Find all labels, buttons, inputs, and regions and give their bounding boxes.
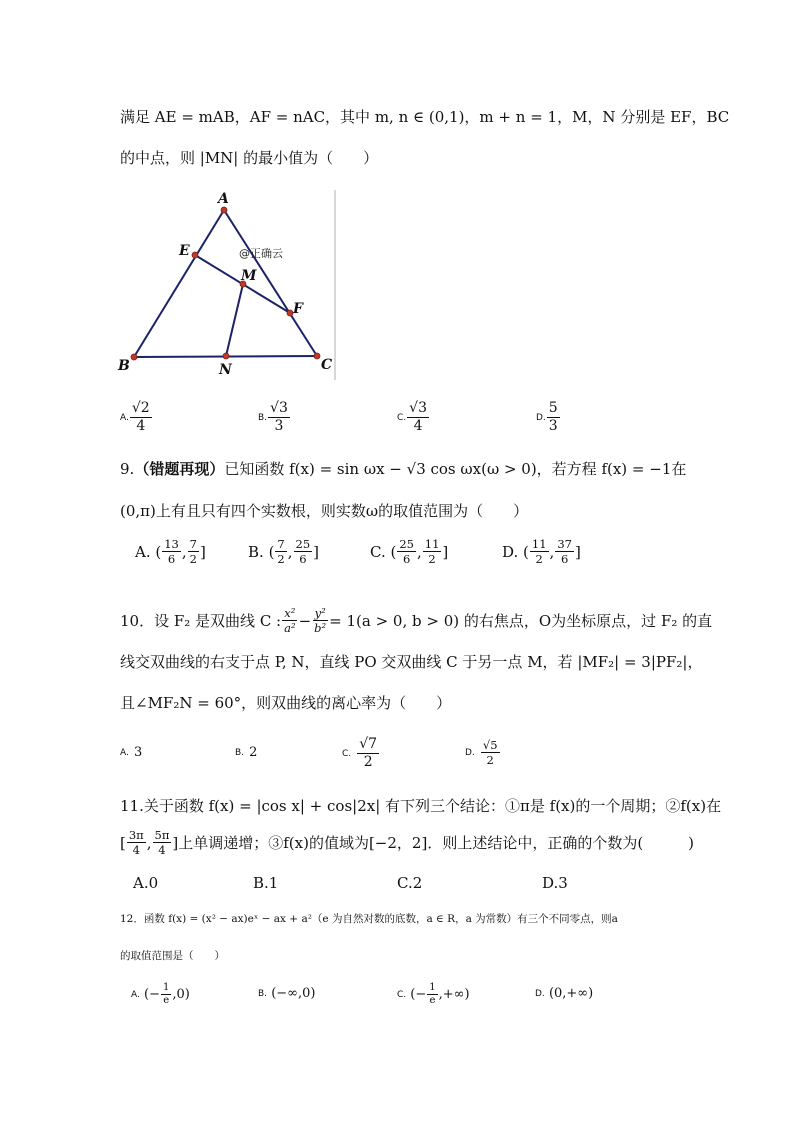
q9-option-d[interactable]: D. ( $\frac{11}{2}$ , $\frac{37}{6}$ ] <box>502 537 581 566</box>
q12-line1: 12．函数 f(x) = (x² − ax)eˣ − ax + a²（e 为自然对数的底数，a ∈ R，a 为常数）有三个不同零点，则a <box>120 913 618 925</box>
option-label: C. <box>397 989 407 1000</box>
option-label: D. <box>465 747 475 758</box>
option-label: A. <box>135 542 151 561</box>
triangle-figure <box>110 185 340 385</box>
label-e: E <box>179 243 190 259</box>
figure-border <box>334 190 336 380</box>
side-ab <box>134 210 224 357</box>
option-fraction: $\frac{25}{6}$ <box>295 537 311 566</box>
option-fraction: $\frac{11}{2}$ <box>424 537 440 566</box>
option-pre: (− <box>144 986 160 1002</box>
q9-option-c[interactable]: C. ( $\frac{25}{6}$ , $\frac{11}{2}$ ] <box>370 537 449 566</box>
label-a: A <box>218 191 229 207</box>
point-b <box>131 354 137 360</box>
q10-option-d[interactable] <box>465 738 501 767</box>
option-label: C. <box>397 412 407 423</box>
hyperbola-term-y: $\frac{\text{y²}}{\text{b²}}$ <box>314 606 327 635</box>
option-fraction: $\frac{√3}{3}$ <box>270 400 288 434</box>
side-ac <box>224 210 317 356</box>
q9-line1 <box>120 458 686 480</box>
option-fraction: $\frac{7}{2}$ <box>189 537 197 566</box>
q9-tag: （错题再现） <box>134 460 225 478</box>
point-n <box>223 353 229 359</box>
option-label: C. <box>342 748 352 759</box>
q10-line1: 10．设 F₂ 是双曲线 C : $\frac{\text{x²}}{\text{a²}}$ − $\frac{\text{y²}}{\text{b²}}$ = 1(a > 0, b > 0) 的右焦点，O为坐标原点，过 F₂ 的直 <box>120 606 713 635</box>
q9-option-a[interactable]: A. ( $\frac{13}{6}$ , $\frac{7}{2}$ ] <box>135 537 206 566</box>
q10-option-c[interactable] <box>342 736 380 771</box>
point-e <box>192 252 198 258</box>
point-a <box>221 207 227 213</box>
q11-option-c[interactable]: C.2 <box>397 874 423 892</box>
option-fraction: $\frac{1}{e}$ <box>429 982 436 1006</box>
label-n: N <box>219 362 232 378</box>
q10-line1-rest: = 1(a > 0, b > 0) 的右焦点，O为坐标原点，过 F₂ 的直 <box>329 611 713 630</box>
option-fraction: $\frac{11}{2}$ <box>531 537 547 566</box>
point-c <box>314 353 320 359</box>
option-value: (−∞,0) <box>271 986 316 1001</box>
option-fraction: $\frac{√2}{4}$ <box>131 400 150 434</box>
q9-option-b[interactable]: B. ( $\frac{7}{2}$ , $\frac{25}{6}$ ] <box>248 537 320 566</box>
option-post: ,0) <box>172 986 190 1002</box>
option-fraction: $\frac{√5}{2}$ <box>482 738 498 767</box>
option-fraction: $\frac{7}{2}$ <box>277 537 285 566</box>
option-label: B. <box>258 989 268 999</box>
q9-number: 9. <box>120 460 135 478</box>
label-m: M <box>241 268 257 284</box>
option-label: C. <box>370 542 386 561</box>
option-label: B. <box>258 412 268 423</box>
label-c: C <box>321 357 333 373</box>
q9-text: 已知函数 f(x) = sin ωx − √3 cos ωx(ω > 0)，若方程 f(x) = −1在 <box>224 460 687 478</box>
q8-line2: 的中点，则 |MN| 的最小值为（ ） <box>120 149 379 167</box>
q10-option-a[interactable] <box>120 743 142 763</box>
interval-end: $\frac{5\pi}{4}$ <box>154 828 170 857</box>
q12-option-d[interactable] <box>535 984 593 1004</box>
option-value: (0,+∞) <box>548 986 594 1001</box>
q12-option-c[interactable] <box>397 982 470 1007</box>
q9-line2: (0,π)上有且只有四个实数根，则实数ω的取值范围为（ ） <box>120 502 529 520</box>
watermark: @正确云 <box>239 247 283 260</box>
option-label: D. <box>502 542 519 561</box>
q11-option-d[interactable]: D.3 <box>542 874 568 892</box>
option-label: D. <box>535 989 545 999</box>
q11-line1: 11.关于函数 f(x) = |cos x| + cos|2x| 有下列三个结论：①π是 f(x)的一个周期；②f(x)在 <box>120 797 722 815</box>
label-f: F <box>293 301 303 317</box>
q11-line2: [ $\frac{3\pi}{4}$ , $\frac{5\pi}{4}$ ]上单调递增；③f(x)的值域为[−2，2]．则上述结论中，正确的个数为( ) <box>120 828 695 857</box>
segment-mn <box>226 284 243 356</box>
q12-option-a[interactable] <box>131 982 190 1007</box>
option-fraction: $\frac{√7}{2}$ <box>359 736 378 770</box>
q12-option-b[interactable] <box>258 984 315 1004</box>
q11-option-b[interactable]: B.1 <box>253 874 279 892</box>
q10-option-b[interactable] <box>235 743 257 763</box>
q10-line3: 且∠MF₂N = 60°，则双曲线的离心率为（ ） <box>120 694 452 712</box>
q8-option-b[interactable] <box>258 400 291 435</box>
q11-option-a[interactable]: A.0 <box>133 874 159 892</box>
option-post: ,+∞) <box>438 986 470 1002</box>
option-fraction: $\frac{1}{e}$ <box>162 982 170 1006</box>
q10-line2: 线交双曲线的右支于点 P, N，直线 PO 交双曲线 C 于另一点 M，若 |MF₂| = 3|PF₂|， <box>120 653 703 671</box>
interval-start: $\frac{3\pi}{4}$ <box>128 828 144 857</box>
label-b: B <box>118 358 130 374</box>
option-fraction: $\frac{√3}{4}$ <box>409 400 427 434</box>
option-pre: (− <box>410 986 427 1002</box>
option-label: B. <box>248 542 264 561</box>
option-value: 3 <box>133 745 143 760</box>
option-label: A. <box>131 989 140 1000</box>
q8-option-a[interactable] <box>120 400 153 435</box>
option-label: A. <box>120 748 129 758</box>
option-label: B. <box>235 748 245 758</box>
option-fraction: $\frac{37}{6}$ <box>557 537 572 566</box>
q11-line2-rest: ]上单调递增；③f(x)的值域为[−2，2]．则上述结论中，正确的个数为( ) <box>172 833 695 852</box>
q10-prefix: 10．设 F₂ 是双曲线 C : <box>120 611 282 630</box>
q8-option-c[interactable] <box>397 400 430 435</box>
option-label: A. <box>120 412 129 423</box>
interval-open: [ <box>120 833 126 852</box>
q8-option-d[interactable] <box>536 400 561 435</box>
option-fraction: $\frac{25}{6}$ <box>399 537 414 566</box>
q8-line1: 满足 AE = mAB，AF = nAC，其中 m, n ∈ (0,1)，m + n = 1，M，N 分别是 EF，BC <box>120 108 730 126</box>
hyperbola-term-x: $\frac{\text{x²}}{\text{a²}}$ <box>284 606 296 635</box>
option-label: D. <box>536 412 546 423</box>
option-fraction: $\frac{13}{6}$ <box>164 537 179 566</box>
q12-line2: 的取值范围是（ ） <box>120 950 225 962</box>
option-fraction: $\frac{5}{3}$ <box>548 400 558 434</box>
option-value: 2 <box>249 745 258 760</box>
